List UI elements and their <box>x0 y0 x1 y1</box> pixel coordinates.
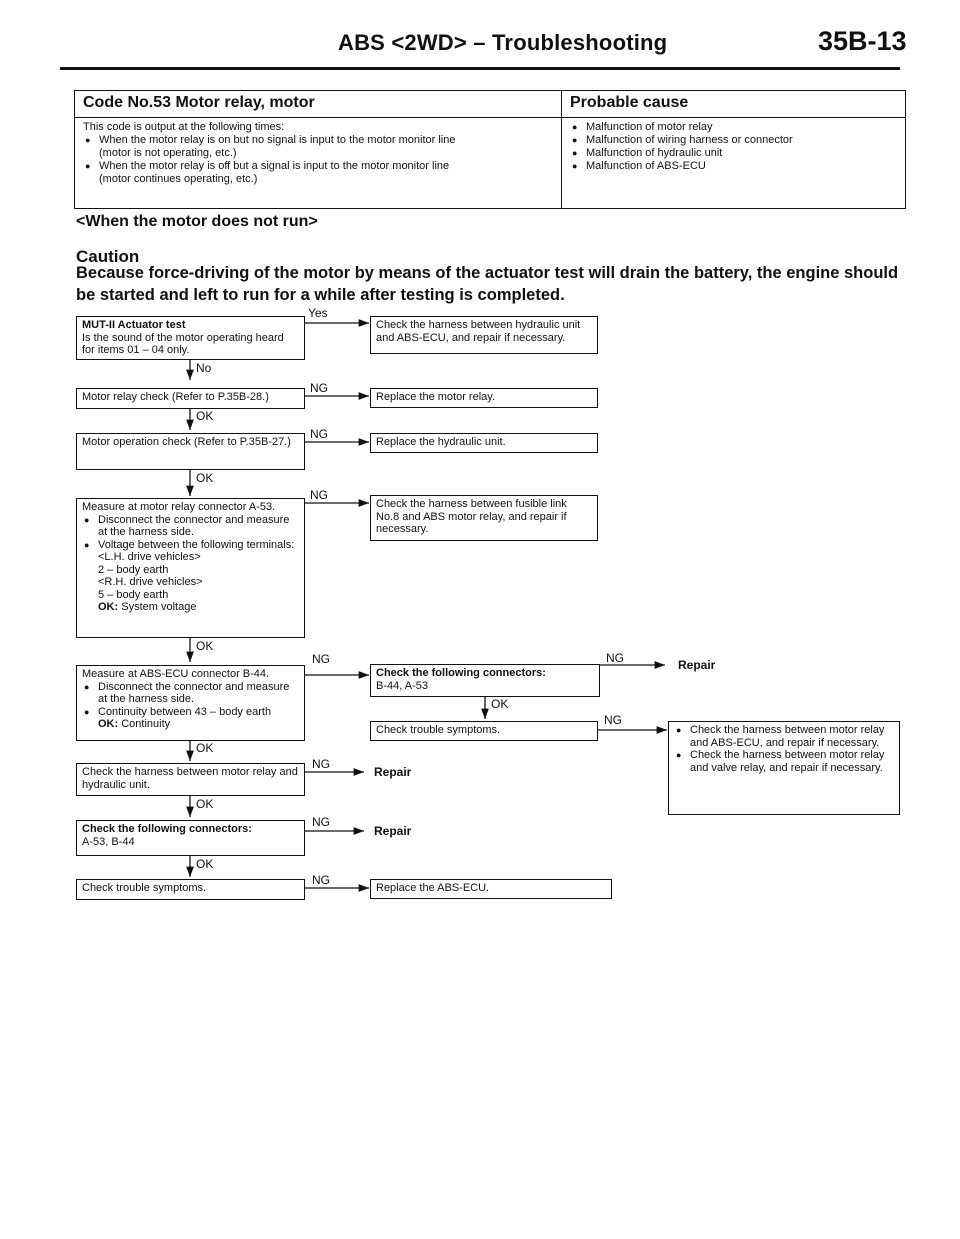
step-motor-relay-check: Motor relay check (Refer to P.35B-28.) <box>76 388 305 409</box>
code-description: This code is output at the following times: ● When the motor relay is on but no signal is input to the motor monitor line (motor is not operating, etc.) ● When the motor relay is off but a signal is input to the motor monitor line (motor continues operating, etc.) <box>75 118 562 209</box>
ok-label: OK <box>196 797 214 811</box>
cause-item: ● Malfunction of wiring harness or connector <box>570 134 897 147</box>
step-measure-abs-ecu-connector: Measure at ABS-ECU connector B-44. ● Disconnect the connector and measure at the harness side. ● Continuity between 43 – body earth OK: Continuity <box>76 665 305 741</box>
ok-label: OK <box>491 697 509 711</box>
result-replace-hydraulic-unit: Replace the hydraulic unit. <box>370 433 598 453</box>
step-check-trouble-symptoms: Check trouble symptoms. <box>370 721 598 741</box>
repair-label: Repair <box>678 658 716 672</box>
cause-header: Probable cause <box>562 91 906 118</box>
code-header: Code No.53 Motor relay, motor <box>75 91 562 118</box>
page-number: 35B-13 <box>818 26 907 56</box>
step-motor-operation-check: Motor operation check (Refer to P.35B-27.) <box>76 433 305 470</box>
result-check-harness-motor-relay: ● Check the harness between motor relay and ABS-ECU, and repair if necessary. ● Check the harness between motor relay and valve relay, and repair if necessary. <box>668 721 900 815</box>
result-replace-abs-ecu: Replace the ABS-ECU. <box>370 879 612 899</box>
step-check-harness-motor-relay-hydraulic: Check the harness between motor relay and hydraulic unit. <box>76 763 305 796</box>
ok-label: OK <box>196 471 214 485</box>
no-label: No <box>196 361 212 375</box>
repair-label: Repair <box>374 824 412 838</box>
step-check-trouble-symptoms-final: Check trouble symptoms. <box>76 879 305 900</box>
cause-item: ● Malfunction of hydraulic unit <box>570 147 897 160</box>
ng-label: NG <box>312 873 330 887</box>
ok-label: OK <box>196 741 214 755</box>
result-check-harness-hydraulic: Check the harness between hydraulic unit and ABS-ECU, and repair if necessary. <box>370 316 598 354</box>
cause-item: ● Malfunction of ABS-ECU <box>570 160 897 173</box>
caution-text: Because force-driving of the motor by means of the actuator test will drain the battery, the engine should be started and left to run for a while after testing is completed. <box>76 264 899 304</box>
section-title: <When the motor does not run> <box>76 213 318 230</box>
caution-heading: Caution <box>76 247 140 266</box>
ng-label: NG <box>312 815 330 829</box>
ok-label: OK <box>196 857 214 871</box>
ng-label: NG <box>310 427 328 441</box>
ng-label: NG <box>604 713 622 727</box>
page-title: ABS <2WD> – Troubleshooting <box>338 30 668 55</box>
repair-label: Repair <box>374 765 412 779</box>
ng-label: NG <box>310 488 328 502</box>
ok-label: OK <box>196 639 214 653</box>
ng-label: NG <box>312 652 330 666</box>
ng-label: NG <box>310 381 328 395</box>
step-check-connectors-a53-b44: Check the following connectors: A-53, B-44 <box>76 820 305 856</box>
yes-label: Yes <box>308 306 328 320</box>
result-check-harness-fusible-link: Check the harness between fusible link No.8 and ABS motor relay, and repair if necessary. <box>370 495 598 541</box>
cause-item: ● Malfunction of motor relay <box>570 121 897 134</box>
ng-label: NG <box>312 757 330 771</box>
result-replace-motor-relay: Replace the motor relay. <box>370 388 598 408</box>
step-measure-motor-relay-connector: Measure at motor relay connector A-53. ● Disconnect the connector and measure at the harness side. ● Voltage between the following terminals: <L.H. drive vehicles> 2 – body earth <R.H. drive vehicles> 5 – body earth OK: System voltage <box>76 498 305 638</box>
step-check-connectors-b44-a53: Check the following connectors: B-44, A-53 <box>370 664 600 697</box>
ng-label: NG <box>606 651 624 665</box>
ok-label: OK <box>196 409 214 423</box>
step-actuator-test: MUT-II Actuator test Is the sound of the motor operating heard for items 01 – 04 only. <box>76 316 305 360</box>
